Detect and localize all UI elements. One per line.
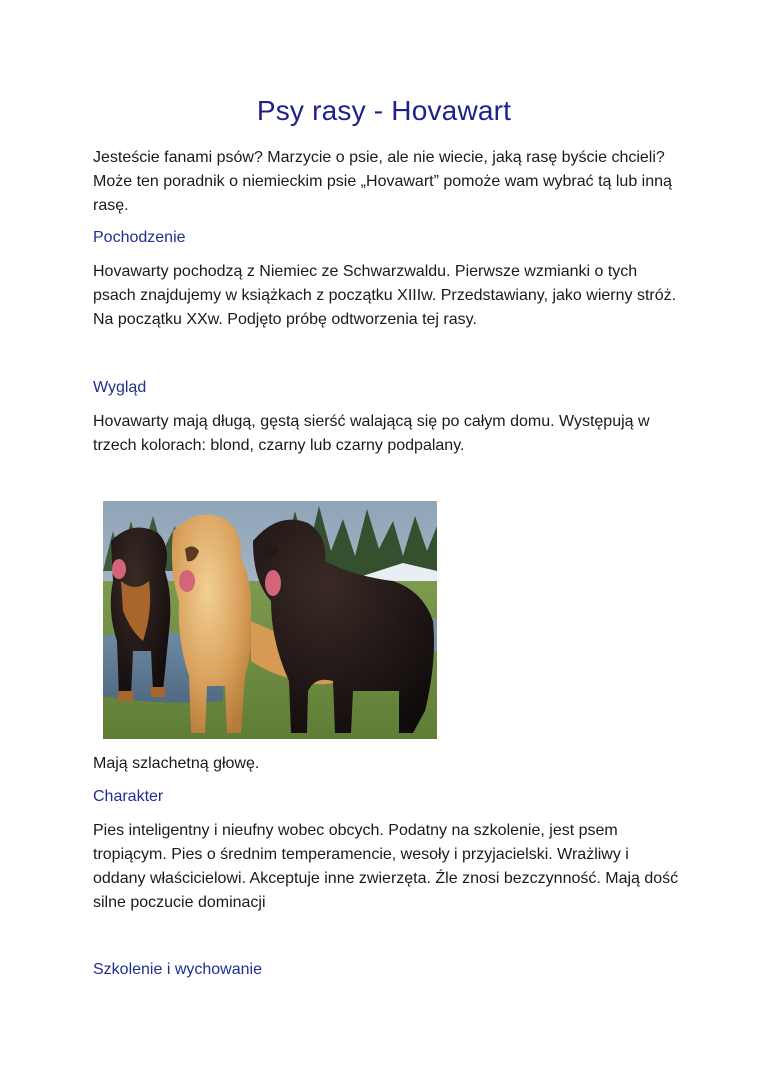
section-heading-wyglad: Wygląd	[93, 379, 147, 396]
section-heading-charakter: Charakter	[93, 788, 164, 805]
intro-paragraph: Jesteście fanami psów? Marzycie o psie, ale nie wiecie, jaką rasę byście chcieli? Może ten poradnik o niemieckim psie „Hovawart” pomoże wam wybrać tą lub inną rasę.	[93, 149, 672, 214]
page-title: Psy rasy - Hovawart	[256, 95, 512, 126]
hovawart-dogs-photo	[103, 501, 437, 739]
wyglad-paragraph: Hovawarty mają długą, gęstą sierść walającą się po całym domu. Występują w trzech kolorach: blond, czarny lub czarny podpalany.	[93, 413, 650, 454]
section-heading-pochodzenie: Pochodzenie	[93, 229, 186, 246]
pochodzenie-paragraph: Hovawarty pochodzą z Niemiec ze Schwarzwaldu. Pierwsze wzmianki o tych psach znajdujemy w książkach z początku XIIIw. Przedstawiany, jako wierny stróż. Na początku XXw. Podjęto próbę odtworzenia tej rasy.	[93, 263, 677, 328]
wyglad-caption: Mają szlachetną głowę.	[93, 755, 260, 772]
section-heading-szkolenie: Szkolenie i wychowanie	[93, 961, 262, 978]
charakter-paragraph: Pies inteligentny i nieufny wobec obcych. Podatny na szkolenie, jest psem tropiącym. Pies o średnim temperamencie, wesoły i przyjacielski. Wrażliwy i oddany właścicielowi. Akceptuje inne zwierzęta. Źle znosi bezczynność. Mają dość silne poczucie dominacji	[93, 822, 679, 911]
